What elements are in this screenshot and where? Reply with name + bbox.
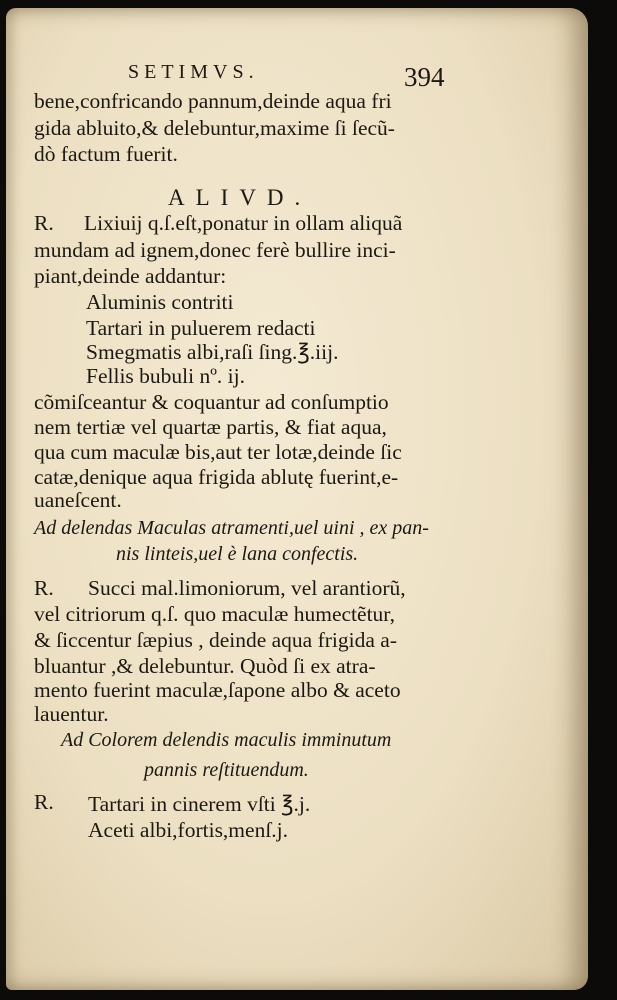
text-line: gida abluito,& delebuntur,maxime ſi ſecũ- (34, 116, 395, 140)
section-title: ALIVD. (168, 185, 312, 210)
text-line: uaneſcent. (34, 488, 122, 512)
text-line: bene,confricando pannum,deinde aqua fri (34, 89, 392, 113)
ingredient-line: Fellis bubuli nº. ij. (86, 364, 245, 388)
text-line: vel citriorum q.ſ. quo maculæ humectẽtur, (34, 602, 395, 626)
recipe-label: R. (34, 790, 54, 814)
text-line: qua cum maculæ bis,aut ter lotæ,deinde ſic (34, 440, 402, 464)
page-number: 394 (404, 62, 445, 92)
ingredient-line: Aluminis contriti (86, 290, 234, 314)
text-line: & ſiccentur ſæpius , deinde aqua frigida a- (34, 628, 397, 652)
section-heading: nis linteis,uel è lana confectis. (116, 543, 359, 565)
section-heading: Ad Colorem delendis maculis imminutum (61, 729, 392, 751)
text-line: catæ,denique aqua frigida ablutę fuerint,e- (34, 465, 399, 489)
text-line: nem tertiæ vel quartæ partis, & fiat aqua, (34, 415, 387, 439)
text-line: Aceti albi,fortis,menſ.j. (88, 818, 289, 842)
text-line: Lixiuij q.ſ.eſt,ponatur in ollam aliquã (84, 211, 403, 235)
text-line: mundam ad ignem,donec ferè bullire inci- (34, 238, 396, 262)
text-line: Tartari in cinerem vſti ℥.j. (88, 792, 311, 816)
running-title: SETIMVS. (128, 61, 259, 83)
text-line: piant,deinde addantur: (34, 264, 227, 288)
recipe-label: R. (34, 211, 54, 235)
ingredient-line: Tartari in puluerem redacti (86, 316, 316, 340)
text-line: bluantur ,& delebuntur. Quòd ſi ex atra- (34, 654, 376, 678)
book-page (6, 8, 588, 990)
text-line: mento fuerint maculæ,ſapone albo & aceto (34, 678, 401, 702)
ingredient-line: Smegmatis albi,raſi ſing.℥.iij. (86, 340, 339, 364)
text-line: cõmiſceantur & coquantur ad conſumptio (34, 390, 389, 414)
section-heading: Ad delendas Maculas atramenti,uel uini , ex pan- (34, 517, 429, 539)
section-heading: pannis reſtituendum. (144, 759, 309, 781)
text-line: dò factum fuerit. (34, 142, 178, 166)
recipe-label: R. (34, 576, 54, 600)
text-line: lauentur. (34, 702, 109, 726)
text-line: Succi mal.limoniorum, vel arantiorũ, (88, 576, 406, 600)
